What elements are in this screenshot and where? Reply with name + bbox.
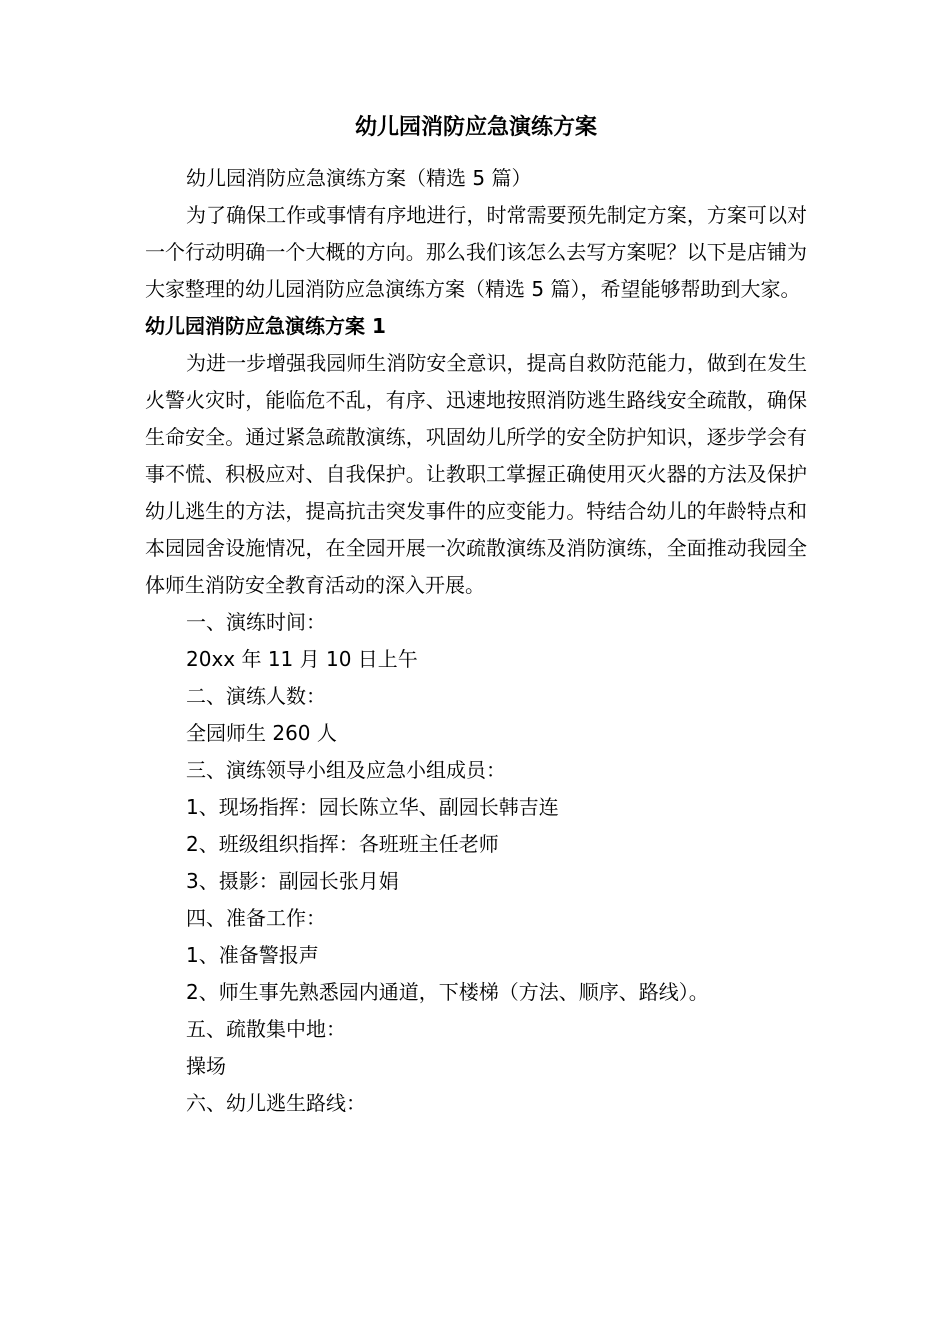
document-subtitle: 幼儿园消防应急演练方案（精选 5 篇） [186,166,532,190]
list-item: 20xx 年 11 月 10 日上午 [186,647,418,671]
list-item: 3、摄影：副园长张月娟 [186,869,399,893]
document-title: 幼儿园消防应急演练方案 [354,115,597,140]
list-item: 2、班级组织指挥：各班班主任老师 [186,832,499,856]
list-item: 操场 [186,1054,226,1078]
document-page [145,108,807,1122]
list-item: 三、演练领导小组及应急小组成员： [186,758,506,782]
section-heading-1: 幼儿园消防应急演练方案 1 [145,314,386,338]
list-item: 四、准备工作： [186,906,326,930]
list-item: 全园师生 260 人 [186,721,337,745]
list-item: 二、演练人数： [186,684,326,708]
list-item: 1、准备警报声 [186,943,319,967]
list-item: 六、幼儿逃生路线： [186,1091,366,1115]
list-item: 一、演练时间： [186,610,326,634]
list-item: 2、师生事先熟悉园内通道，下楼梯（方法、顺序、路线）。 [186,980,709,1004]
section-1-paragraph: 为进一步增强我园师生消防安全意识，提高自救防范能力，做到在发生火警火灾时，能临危不乱，有序、迅速地按照消防逃生路线安全疏散，确保生命安全。通过紧急疏散演练，巩固幼儿所学的安全防护知识，逐步学会有事不慌、积极应对、自我保护。让教职工掌握正确使用灭火器的方法及保护幼儿逃生的方法，提高抗击突发事件的应变能力。特结合幼儿的年龄特点和本园园舍设施情况，在全园开展一次疏散演练及消防演练，全面推动我园全体师生消防安全教育活动的深入开展。 [145,351,807,597]
list-item: 五、疏散集中地： [186,1017,346,1041]
intro-paragraph: 为了确保工作或事情有序地进行，时常需要预先制定方案，方案可以对一个行动明确一个大概的方向。那么我们该怎么去写方案呢？以下是店铺为大家整理的幼儿园消防应急演练方案（精选 5 篇），希望能够帮助到大家。 [145,203,807,301]
list-item: 1、现场指挥：园长陈立华、副园长韩吉连 [186,795,559,819]
